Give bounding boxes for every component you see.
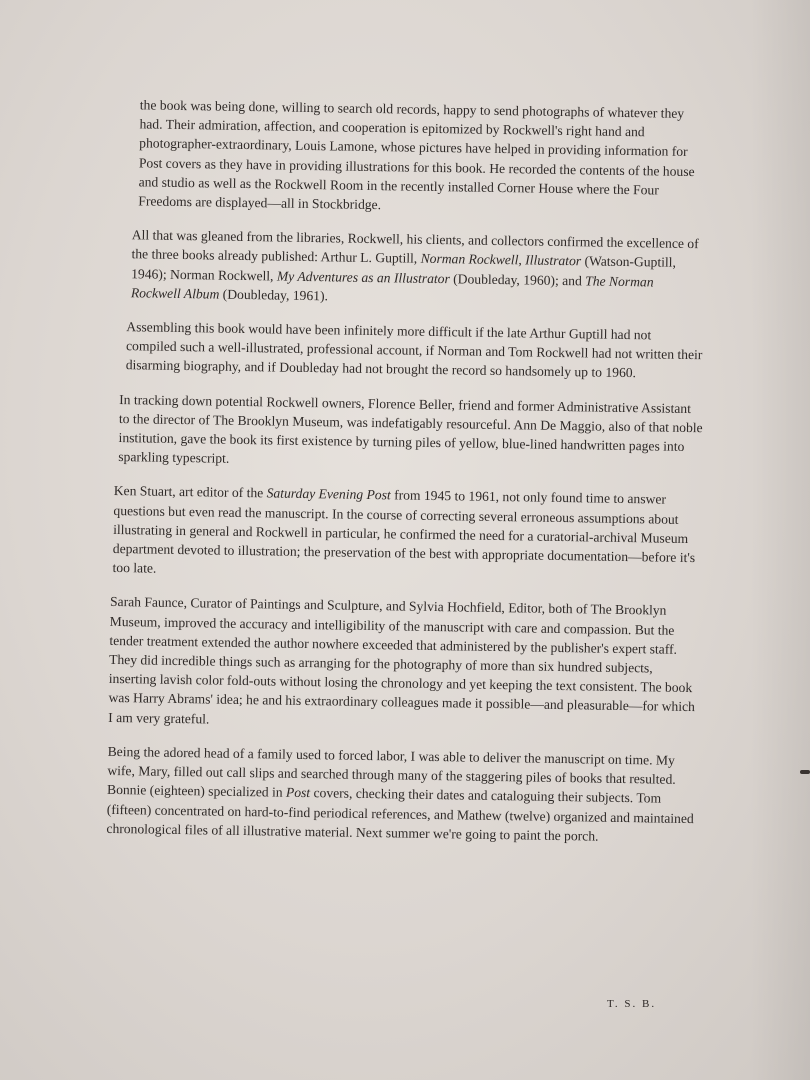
paragraph-6: Sarah Faunce, Curator of Paintings and Sculpture, and Sylvia Hochfield, Editor, both of The Brooklyn Museum, improved the accuracy and intelligibility of the manuscript with care and compassion. But the tender treatment extended the author nowhere exceeded that administered by the publisher's expert staff. They did incredible things such as arranging for the photography of more than six hundred subjects, inserting lavish color fold-outs without losing the chronology and yet keeping the text consistent. The book was Harry Abrams' idea; he and his extraordinary colleagues made it possible—and pleasurable—for which I am very grateful.	[108, 594, 695, 727]
paragraph-7: Being the adored head of a family used to forced labor, I was able to deliver the manuscript on time. My wife, Mary, filled out call slips and searched through many of the staggering piles of books that resulted. Bonnie (eighteen) specialized in Post covers, checking their dates and cataloguing their subjects. Tom (fifteen) concentrated on hard-to-find periodical references, and Mathew (twelve) organized and maintained chronological files of all illustrative material. Next summer we're going to paint the porch.	[106, 743, 694, 844]
page-gutter-shadow	[750, 0, 810, 1080]
paragraph-2: All that was gleaned from the libraries, Rockwell, his clients, and collectors confirmed the excellence of the three books already published: Arthur L. Guptill, Norman Rockwell, Illustrator (Watson-Guptill, 1946); Norman Rockwell, My Adventures as an Illustrator (Doubleday, 1960); and The Norman Rockwell Album (Doubleday, 1961).	[130, 227, 699, 304]
paragraph-5: Ken Stuart, art editor of the Saturday Evening Post from 1945 to 1961, not only found time to answer questions but even read the manuscript. In the course of correcting several erroneous assumptions about illustrating in general and Rockwell in particular, he confirmed the need for a curatorial-archival Museum department devoted to illustration; the preservation of the best with appropriate documentation—before it's too late.	[112, 483, 696, 576]
paragraph-4: In tracking down potential Rockwell owners, Florence Beller, friend and former Administrative Assistant to the director of The Brooklyn Museum, was indefatigably resourceful. Ann De Maggio, also of that noble institution, gave the book its first existence by turning piles of yellow, blue-lined handwritten pages into sparkling typescript.	[118, 391, 703, 467]
acknowledgements-text	[106, 95, 708, 862]
page-edge-mark	[800, 770, 810, 774]
author-initials: T. S. B.	[607, 998, 657, 1010]
paragraph-3: Assembling this book would have been infinitely more difficult if the late Arthur Guptill had not compiled such a well-illustrated, professional account, if Norman and Tom Rockwell had not written their disarming biography, and if Doubleday had not brought the record so handsomely up to 1960.	[125, 319, 703, 381]
paragraph-1: the book was being done, willing to search old records, happy to send photographs of whatever they had. Their admiration, affection, and cooperation is epitomized by Rockwell's right hand and photographer-extraordinary, Louis Lamone, whose pictures have helped in providing information for Post covers as they have in providing illustrations for this book. He recorded the contents of the house and studio as well as the Rockwell Room in the recently installed Corner House where the Four Freedoms are displayed—all in Stockbridge.	[138, 97, 695, 213]
